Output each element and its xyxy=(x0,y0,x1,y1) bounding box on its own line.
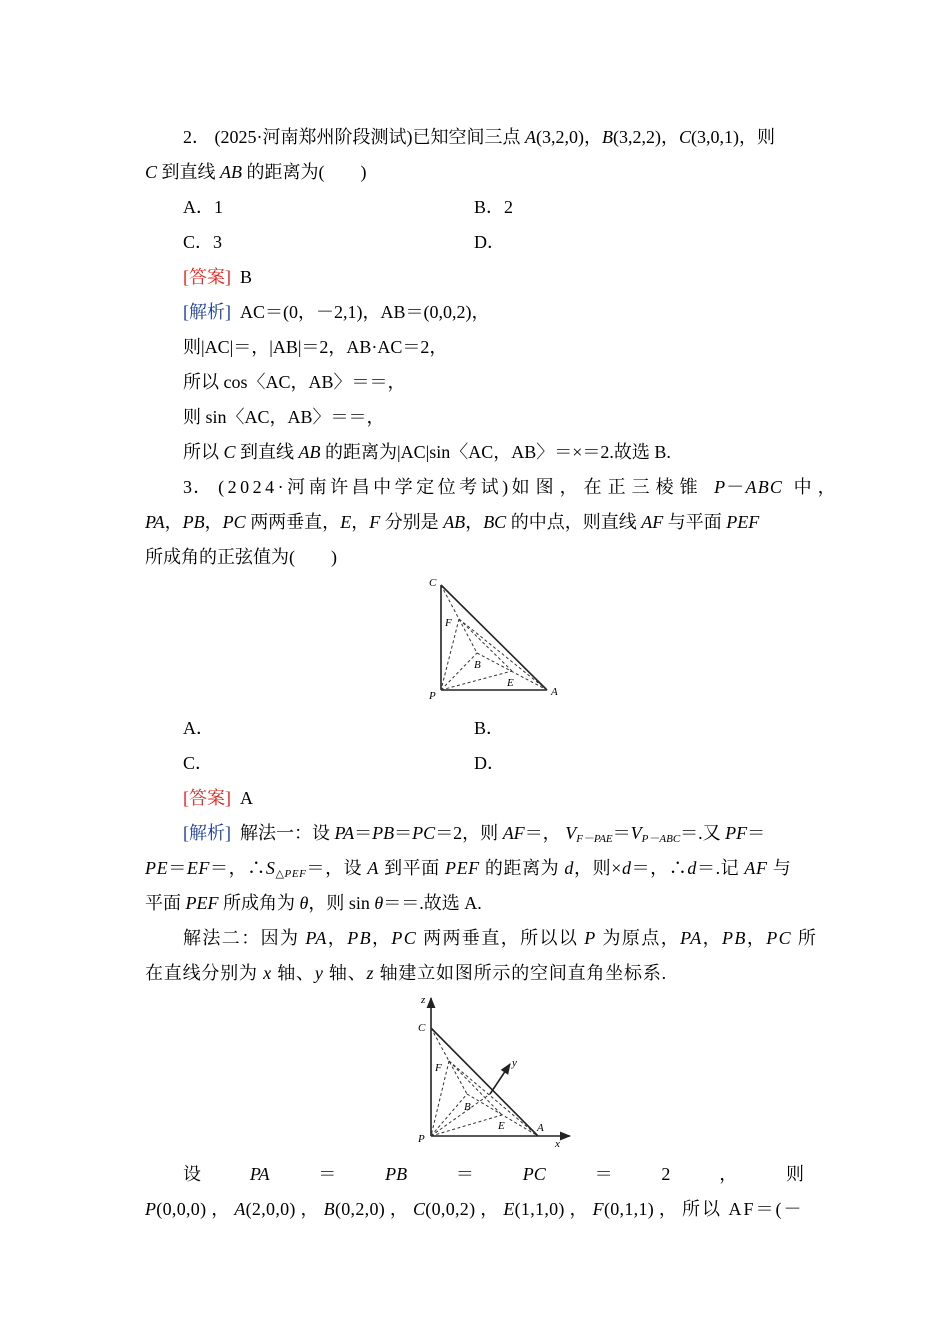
q2-analysis-line1: [解析] AC＝(0，－2,1)，AB＝(0,0,2)， xyxy=(183,302,490,322)
segment-PE xyxy=(431,1115,502,1136)
answer-value: A xyxy=(240,788,253,808)
q3-option-b: B． xyxy=(474,718,505,738)
label-B: B xyxy=(464,1101,471,1113)
label-F: F xyxy=(445,617,452,629)
q2-option-b: B．2 xyxy=(474,197,514,217)
y-axis xyxy=(490,1064,510,1094)
label-E: E xyxy=(498,1120,505,1132)
segment-FA xyxy=(459,619,547,690)
question-number: 2． xyxy=(183,127,210,147)
q2-option-c: C．3 xyxy=(183,232,223,252)
answer-tag: [答案] xyxy=(183,267,231,287)
q3-option-a: A． xyxy=(183,718,214,738)
label-y: y xyxy=(512,1057,517,1069)
question-source: (2024·河南许昌中学定位考试) xyxy=(218,477,512,497)
label-P: P xyxy=(429,690,436,700)
question-number: 3． xyxy=(183,477,213,497)
q3-method1-line2: PE＝EF＝，$\therefore S_{\triangle PEF}=$，设 A 到平面 PEF 的距离为 d，则×d＝，∴d＝.记 AF 与 xyxy=(145,858,792,880)
q2-analysis-line2: 则|AC|＝，|AB|＝2，AB·AC＝2， xyxy=(183,337,448,357)
segment-PE xyxy=(441,671,512,690)
analysis-tag: [解析] xyxy=(183,823,231,843)
answer-tag: [答案] xyxy=(183,788,231,808)
edge-PB xyxy=(441,653,477,690)
q3-method1-line3: 平面 PEF 所成角为 θ，则 sin θ＝＝.故选 A. xyxy=(145,893,482,913)
label-F: F xyxy=(435,1062,442,1074)
q3-stem-line3: 所成角的正弦值为( ) xyxy=(145,547,337,567)
pyramid-figure-1 xyxy=(425,575,565,700)
label-B: B xyxy=(474,659,481,671)
q2-option-d: D． xyxy=(474,232,505,252)
q2-analysis-line3: 所以 cos〈AC，AB〉＝＝， xyxy=(183,372,406,392)
question-source: (2025·河南郑州阶段测试) xyxy=(214,127,413,147)
q3-method2-line4: P(0,0,0) ， A(2,0,0) ， B(0,2,0) ， C(0,0,2) ， E(1,1,0) ， F(0,1,1) ， 所以 AF＝(－ xyxy=(145,1199,804,1219)
label-x: x xyxy=(555,1138,560,1150)
q3-option-c: C． xyxy=(183,753,214,773)
label-z: z xyxy=(421,994,426,1006)
q2-stem-line2: C 到直线 AB 的距离为( ) xyxy=(145,162,367,182)
label-P: P xyxy=(418,1133,425,1145)
q2-answer xyxy=(183,264,252,290)
segment-FA xyxy=(449,1061,538,1136)
analysis-tag: [解析] xyxy=(183,302,231,322)
answer-value: B xyxy=(240,267,253,287)
label-A: A xyxy=(551,686,558,698)
q2-option-a: A．1 xyxy=(183,197,223,217)
q3-method2-line3: 设 PA ＝ PB ＝ PC ＝ 2 ， 则 xyxy=(183,1164,804,1184)
q3-method2-line1: 解法二：因为 PA，PB，PC 两两垂直，所以以 P 为原点，PA，PB，PC 所 xyxy=(183,928,818,948)
q3-answer xyxy=(183,785,253,811)
segment-FP xyxy=(441,619,459,690)
q3-stem-line1: 3． (2024·河南许昌中学定位考试)如图，在正三棱锥 P－ABC 中， xyxy=(183,477,842,497)
label-A: A xyxy=(537,1122,544,1134)
q2-analysis-line4: 则 sin〈AC，AB〉＝＝， xyxy=(183,407,385,427)
coordinate-figure-2 xyxy=(412,990,577,1150)
segment-FE xyxy=(459,619,512,671)
q2-stem-line1: 2． (2025·河南郑州阶段测试)已知空间三点 A(3,2,0)，B(3,2,2)，C(3,0,1)，则 xyxy=(183,127,775,147)
label-C: C xyxy=(429,577,437,589)
q3-option-d: D． xyxy=(474,753,505,773)
label-E: E xyxy=(507,677,514,689)
q3-method1-line1: [解析] 解法一：设 PA＝PB＝PC＝2，则 AF＝， $V_{F-PAE}=V_{P-ABC}=$.又 PF＝ xyxy=(183,823,766,845)
q3-method2-line2: 在直线分别为 x 轴、y 轴、z 轴建立如图所示的空间直角坐标系. xyxy=(145,963,667,983)
q2-analysis-line5: 所以 C 到直线 AB 的距离为|AC|sin〈AC，AB〉＝×＝2.故选 B. xyxy=(183,442,671,462)
label-C: C xyxy=(418,1022,426,1034)
q3-stem-line2: PA，PB，PC 两两垂直，E，F 分别是 AB，BC 的中点，则直线 AF 与平面 PEF xyxy=(145,512,760,532)
